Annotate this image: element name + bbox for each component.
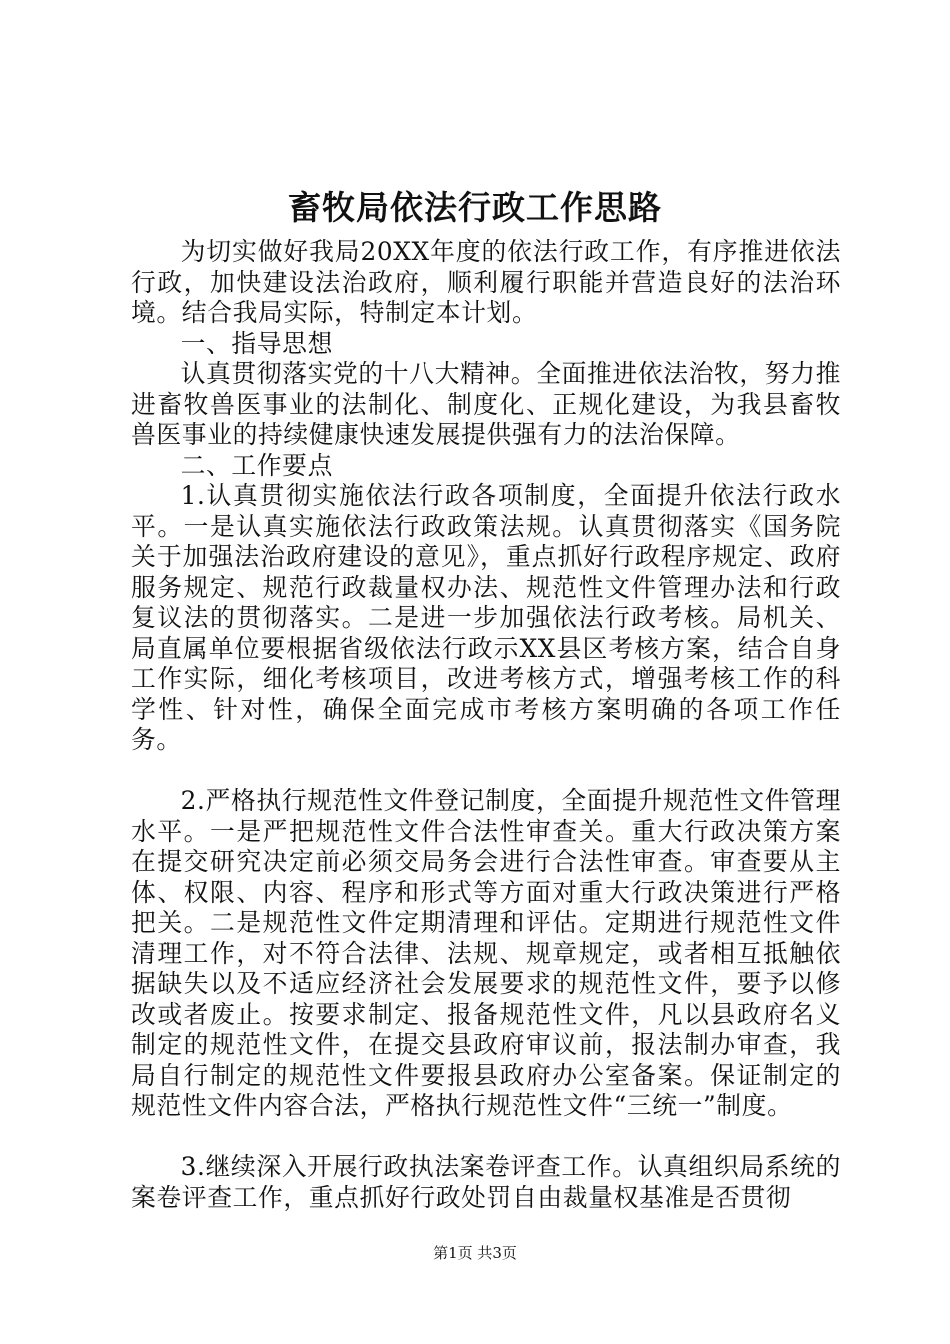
section-heading-work-points: 二、工作要点	[180, 450, 333, 480]
intro-paragraph: 为切实做好我局20XX年度的依法行政工作，有序推进依法行政，加快建设法治政府，顺利履行职能并营造良好的法治环境。结合我局实际，特制定本计划。	[131, 237, 841, 327]
work-point-2-paragraph: 2.严格执行规范性文件登记制度，全面提升规范性文件管理水平。一是严把规范性文件合法性审查关。重大行政决策方案在提交研究决定前必须交局务会进行合法性审查。审查要从主体、权限、内容、程序和形式等方面对重大行政决策进行严格把关。二是规范性文件定期清理和评估。定期进行规范性文件清理工作，对不符合法律、法规、规章规定，或者相互抵触依据缺失以及不适应经济社会发展要求的规范性文件，要予以修改或者废止。按要求制定、报备规范性文件，凡以县政府名义制定的规范性文件，在提交县政府审议前，报法制办审查，我局自行制定的规范性文件要报县政府办公室备案。保证制定的规范性文件内容合法，严格执行规范性文件“三统一”制度。	[131, 786, 841, 1120]
page-footer: 第1页 共3页	[433, 1244, 517, 1262]
section-heading-guiding-ideology: 一、指导思想	[180, 328, 333, 358]
document-title: 畜牧局依法行政工作思路	[288, 188, 662, 227]
work-point-1-paragraph: 1.认真贯彻实施依法行政各项制度，全面提升依法行政水平。一是认真实施依法行政政策法规。认真贯彻落实《国务院关于加强法治政府建设的意见》，重点抓好行政程序规定、政府服务规定、规范行政裁量权办法、规范性文件管理办法和行政复议法的贯彻落实。二是进一步加强依法行政考核。局机关、局直属单位要根据省级依法行政示XX县区考核方案，结合自身工作实际，细化考核项目，改进考核方式，增强考核工作的科学性、针对性，确保全面完成市考核方案明确的各项工作任务。	[131, 481, 841, 754]
guiding-ideology-paragraph: 认真贯彻落实党的十八大精神。全面推进依法治牧，努力推进畜牧兽医事业的法制化、制度化、正规化建设，为我县畜牧兽医事业的持续健康快速发展提供强有力的法治保障。	[131, 359, 841, 449]
work-point-3-paragraph: 3.继续深入开展行政执法案卷评查工作。认真组织局系统的案卷评查工作，重点抓好行政处罚自由裁量权基准是否贯彻	[131, 1152, 841, 1212]
document-body	[131, 237, 841, 1213]
